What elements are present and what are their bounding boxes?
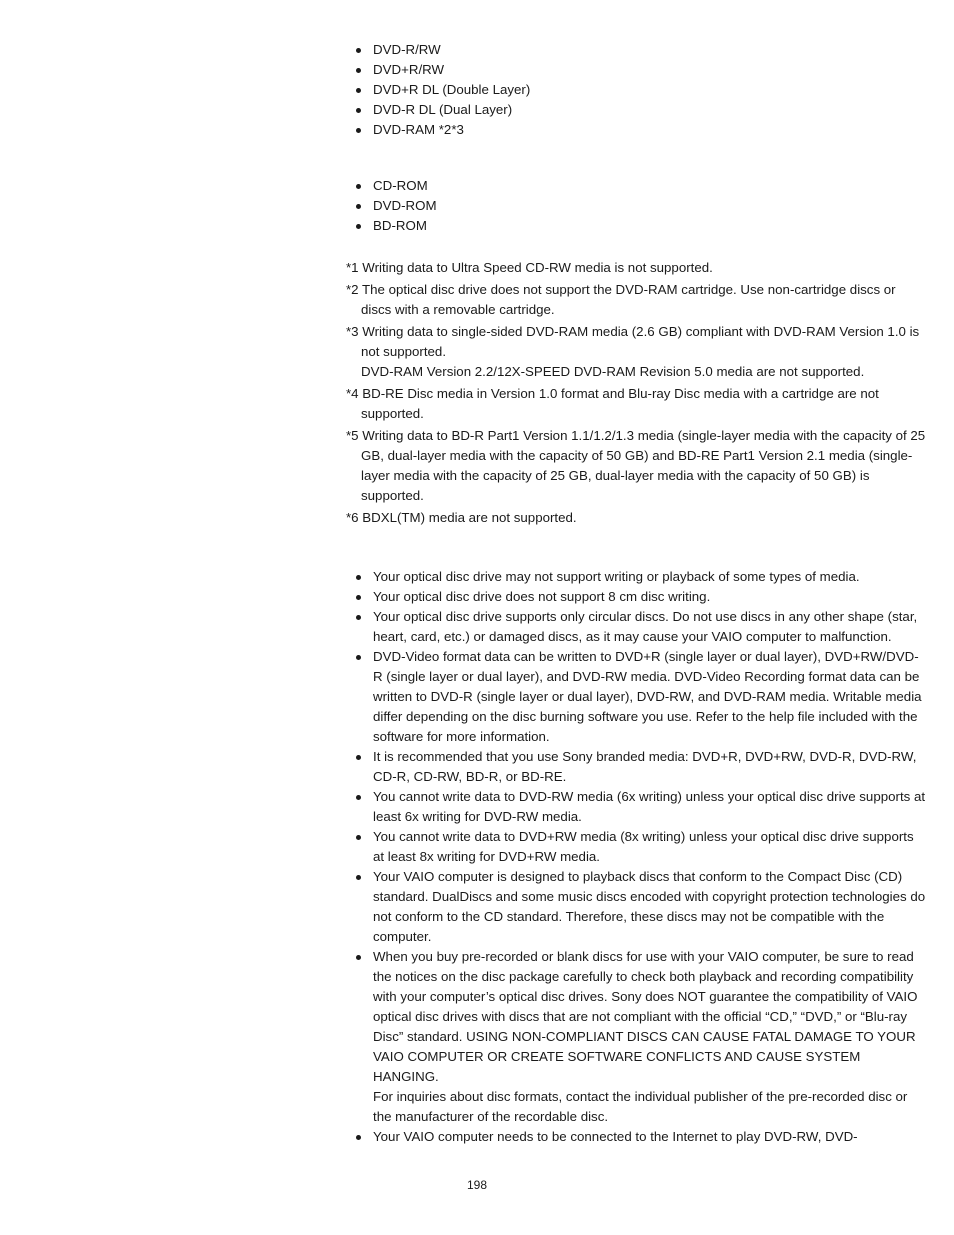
list-item-text: DVD-ROM <box>373 198 437 213</box>
list-item-text: Your optical disc drive supports only circular discs. Do not use discs in any other shape (star, heart, card, etc.) or damaged discs, as it may cause your VAIO computer to malfunction. <box>373 609 918 644</box>
list-item <box>346 867 928 947</box>
list-item <box>346 947 928 1127</box>
list-item-text: When you buy pre-recorded or blank discs for use with your VAIO computer, be sure to read the notices on the disc package carefully to check both playback and recording compatibility with your computer’s optical disc drives. Sony does NOT guarantee the compatibility of VAIO optical disc drives with discs that are not compliant with the official “CD,” “DVD,” or “Blu-ray Disc” standard. USING NON-COMPLIANT DISCS CAN CAUSE FATAL DAMAGE TO YOUR VAIO COMPUTER OR CREATE SOFTWARE CONFLICTS AND CAUSE SYSTEM HANGING. <box>373 949 918 1084</box>
page-content <box>346 40 928 1147</box>
bullet-icon <box>356 204 361 209</box>
list-item <box>346 607 928 647</box>
readonly-media-list <box>346 176 928 236</box>
list-item <box>346 747 928 787</box>
bullet-icon <box>356 224 361 229</box>
list-item-text: DVD-RAM *2*3 <box>373 122 464 137</box>
list-item-text: DVD+R/RW <box>373 62 445 77</box>
footnote-continuation: DVD-RAM Version 2.2/12X-SPEED DVD-RAM Revision 5.0 media are not supported. <box>361 364 865 379</box>
footnote: *5 Writing data to BD-R Part1 Version 1.1/1.2/1.3 media (single-layer media with the capacity of 25 GB, dual-layer media with the capacity of 50 GB) and BD-RE Part1 Version 2.1 media (single-layer media with the capacity of 25 GB, dual-layer media with the capacity of 50 GB) is supported. <box>346 428 926 503</box>
list-item <box>346 40 928 60</box>
list-item <box>346 176 928 196</box>
footnote: *4 BD-RE Disc media in Version 1.0 format and Blu-ray Disc media with a cartridge are not supported. <box>346 386 879 421</box>
footnotes <box>346 258 928 528</box>
bullet-icon <box>356 108 361 113</box>
list-item-text: DVD-Video format data can be written to DVD+R (single layer or dual layer), DVD+RW/DVD-R (single layer or dual layer), and DVD-RW media. DVD-Video Recording format data can be written to DVD-R (single layer or dual layer), DVD-RW, and DVD-RAM media. Writable media differ depending on the disc burning software you use. Refer to the help file included with the software for more information. <box>373 649 922 744</box>
list-item <box>346 216 928 236</box>
list-item <box>346 647 928 747</box>
notes-list <box>346 567 928 1147</box>
bullet-icon <box>356 68 361 73</box>
bullet-icon <box>356 755 361 760</box>
writable-media-list <box>346 40 928 140</box>
list-item <box>346 100 928 120</box>
list-item-text: CD-ROM <box>373 178 428 193</box>
list-item <box>346 60 928 80</box>
list-item-continuation: For inquiries about disc formats, contact the individual publisher of the pre-recorded disc or the manufacturer of the recordable disc. <box>373 1089 908 1124</box>
bullet-icon <box>356 595 361 600</box>
list-item <box>346 567 928 587</box>
list-item-text: Your VAIO computer needs to be connected to the Internet to play DVD-RW, DVD- <box>373 1129 858 1144</box>
footnote: *1 Writing data to Ultra Speed CD-RW media is not supported. <box>346 260 713 275</box>
footnote: *6 BDXL(TM) media are not supported. <box>346 510 577 525</box>
bullet-icon <box>356 1135 361 1140</box>
bullet-icon <box>356 575 361 580</box>
list-item-text: It is recommended that you use Sony branded media: DVD+R, DVD+RW, DVD-R, DVD-RW, CD-R, CD-RW, BD-R, or BD-RE. <box>373 749 917 784</box>
bullet-icon <box>356 875 361 880</box>
list-item <box>346 80 928 100</box>
bullet-icon <box>356 184 361 189</box>
list-item-text: You cannot write data to DVD+RW media (8x writing) unless your optical disc drive supports at least 8x writing for DVD+RW media. <box>373 829 914 864</box>
list-item-text: Your VAIO computer is designed to playback discs that conform to the Compact Disc (CD) standard. DualDiscs and some music discs encoded with copyright protection technologies do not conform to the CD standard. Therefore, these discs may not be compatible with the computer. <box>373 869 926 944</box>
bullet-icon <box>356 795 361 800</box>
bullet-icon <box>356 955 361 960</box>
bullet-icon <box>356 128 361 133</box>
list-item <box>346 587 928 607</box>
list-item-text: DVD-R DL (Dual Layer) <box>373 102 513 117</box>
list-item-text: You cannot write data to DVD-RW media (6x writing) unless your optical disc drive supports at least 6x writing for DVD-RW media. <box>373 789 926 824</box>
list-item-text: DVD+R DL (Double Layer) <box>373 82 531 97</box>
bullet-icon <box>356 48 361 53</box>
bullet-icon <box>356 655 361 660</box>
bullet-icon <box>356 615 361 620</box>
list-item-text: BD-ROM <box>373 218 427 233</box>
list-item-text: Your optical disc drive does not support 8 cm disc writing. <box>373 589 711 604</box>
list-item-text: Your optical disc drive may not support writing or playback of some types of media. <box>373 569 860 584</box>
list-item <box>346 827 928 867</box>
footnote: *3 Writing data to single-sided DVD-RAM media (2.6 GB) compliant with DVD-RAM Version 1.0 is not supported. DVD-RAM Version 2.2/12X-SPEED DVD-RAM Revision 5.0 media are not supported. <box>346 322 928 382</box>
bullet-icon <box>356 835 361 840</box>
list-item <box>346 120 928 140</box>
list-item <box>346 196 928 216</box>
list-item-text: DVD-R/RW <box>373 42 441 57</box>
bullet-icon <box>356 88 361 93</box>
footnote: *2 The optical disc drive does not support the DVD-RAM cartridge. Use non-cartridge discs or discs with a removable cartridge. <box>346 282 896 317</box>
list-item <box>346 787 928 827</box>
list-item <box>346 1127 928 1147</box>
page-number: 198 <box>466 1178 488 1192</box>
